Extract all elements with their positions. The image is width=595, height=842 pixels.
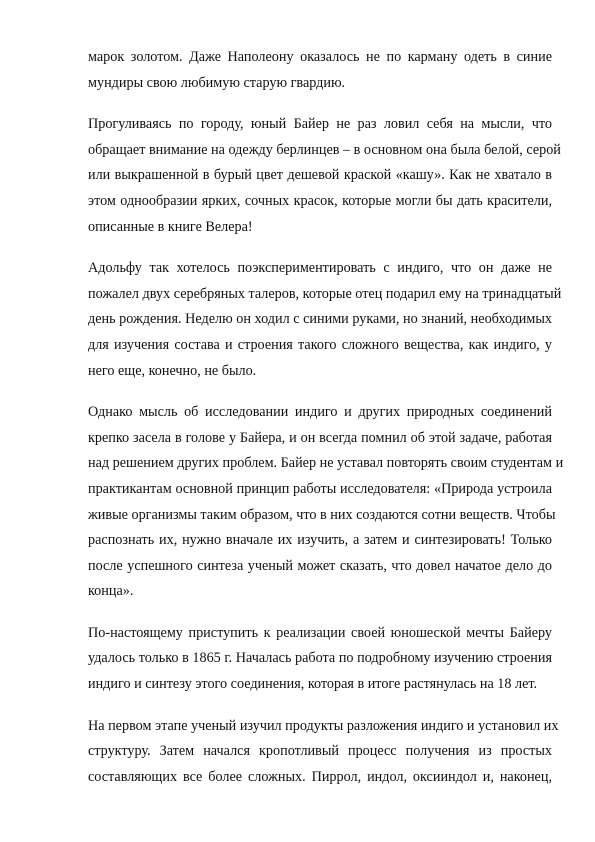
text-line: этом однообразии ярких, сочных красок, которые могли бы дать красители, [88, 192, 552, 209]
paragraph-4 [88, 400, 564, 605]
text-line: Однако мысль об исследовании индиго и других природных соединений [88, 404, 552, 421]
text-line: описанные в книге Велера! [88, 218, 253, 235]
text-line: пожалел двух серебряных талеров, которые отец подарил ему на тринадцатый [88, 285, 562, 302]
text-line: распознать их, нужно вначале их изучить, а затем и синтезировать! Только [88, 532, 552, 549]
paragraph-5 [88, 621, 552, 698]
text-line: конца». [88, 583, 134, 600]
text-line: обращает внимание на одежду берлинцев – в основном она была белой, серой [88, 141, 561, 158]
text-line: него еще, конечно, не было. [88, 362, 257, 379]
text-line: над решением других проблем. Байер не уставал повторять своим студентам и [88, 455, 564, 472]
text-line: день рождения. Неделю он ходил с синими руками, но знаний, необходимых [88, 311, 552, 328]
paragraph-6 [88, 714, 559, 791]
text-line: структуру. Затем начался кропотливый процесс получения из простых [88, 743, 552, 760]
text-line: индиго и синтезу этого соединения, которая в итоге растянулась на 18 лет. [88, 676, 538, 693]
text-line: По-настоящему приступить к реализации своей юношеской мечты Байеру [88, 624, 552, 641]
text-line: удалось только в 1865 г. Началась работа по подробному изучению строения [88, 650, 552, 667]
text-line: практикантам основной принцип работы исследователя: «Природа устроила [88, 480, 552, 497]
text-line: или выкрашенной в бурый цвет дешевой краской «кашу». Как не хватало в [88, 167, 552, 184]
text-line: На первом этапе ученый изучил продукты разложения индиго и установил их [88, 717, 559, 734]
paragraph-1 [88, 45, 552, 96]
text-line: Адольфу так хотелось поэкспериментировать с индиго, что он даже не [88, 260, 552, 277]
paragraph-2 [88, 112, 561, 240]
text-line: составляющих все более сложных. Пиррол, индол, оксииндол и, наконец, [88, 768, 552, 785]
paragraph-3 [88, 256, 562, 384]
text-line: после успешного синтеза ученый может сказать, что довел начатое дело до [88, 557, 552, 574]
text-line: Прогуливаясь по городу, юный Байер не раз ловил себя на мысли, что [88, 116, 552, 133]
text-line: для изучения состава и строения такого сложного вещества, как индиго, у [88, 336, 552, 353]
text-line: мундиры свою любимую старую гвардию. [88, 74, 346, 91]
text-line: крепко засела в голове у Байера, и он всегда помнил об этой задаче, работая [88, 429, 552, 446]
text-line: марок золотом. Даже Наполеону оказалось не по карману одеть в синие [88, 49, 552, 65]
document-page [88, 45, 564, 806]
text-line: живые организмы таким образом, что в них создаются сотни веществ. Чтобы [88, 506, 556, 523]
